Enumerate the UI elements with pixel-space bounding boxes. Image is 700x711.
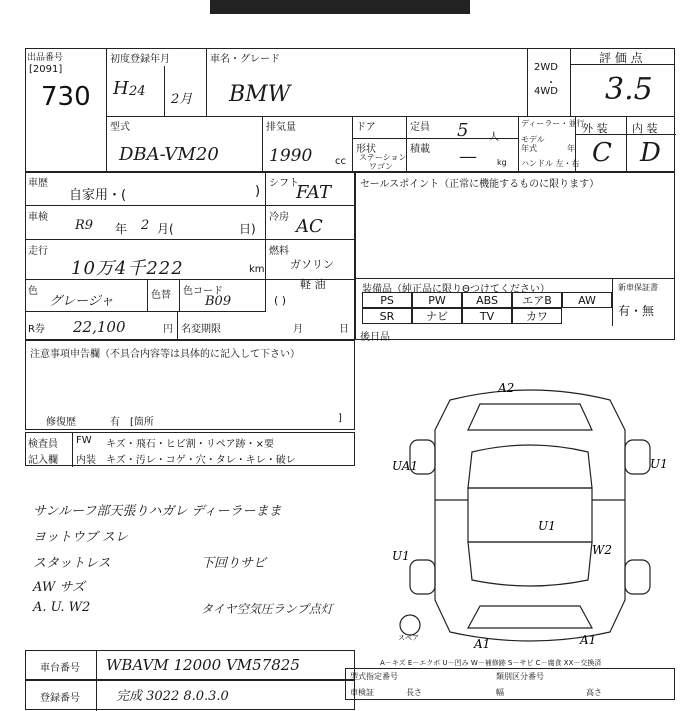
- capacity-value: 5: [457, 120, 469, 141]
- car-name-cell: [207, 48, 527, 116]
- equipment-item: PW: [412, 292, 462, 308]
- wheel-rear-left: [410, 560, 435, 594]
- name-change-label: 名変期限: [181, 324, 221, 335]
- equipment-item: AW: [562, 292, 612, 308]
- cc-unit: cc: [335, 156, 346, 167]
- shift-value: FAT: [296, 182, 331, 203]
- equipment-label: 装備品（純正品に限りΘつけてください）: [362, 284, 550, 295]
- history-label: 車歴: [28, 178, 48, 189]
- month-label: 月: [293, 324, 303, 335]
- car-outline: [435, 390, 625, 641]
- chassis-value: WBAVM 12000 VM57825: [106, 656, 300, 674]
- inspection-month: 2: [141, 218, 150, 233]
- mark-u1-left: U1: [392, 549, 410, 563]
- month-char: 月(: [157, 222, 174, 236]
- handwritten-right-2: タイヤ空気圧ランプ点灯: [201, 602, 333, 616]
- wheel-rear-right: [625, 560, 650, 594]
- drive-cell: [527, 48, 571, 116]
- equipment-item: エアB: [512, 292, 562, 308]
- car-trunk: [468, 606, 592, 628]
- displacement-cell: [263, 116, 353, 172]
- car-diagram: [380, 370, 680, 660]
- car-rear-window: [468, 542, 592, 586]
- mark-a1-left: A1: [474, 637, 491, 651]
- model-code: DBA-VM20: [119, 144, 219, 165]
- inspection-era: R9: [75, 218, 94, 233]
- ac-value: AC: [296, 216, 323, 237]
- fuel-cell: [265, 240, 355, 312]
- repair-bracket: [箇所: [130, 417, 154, 428]
- repair-label: 修復歴: [46, 417, 76, 428]
- displacement-label: 排気量: [266, 122, 296, 133]
- exterior-label: 外 装: [582, 122, 608, 135]
- listing-code: [2091]: [29, 64, 63, 75]
- handwritten-note: サンルーフ部天張りハガレ ディーラーまま: [33, 504, 282, 519]
- mark-u1-right: U1: [650, 457, 668, 471]
- diagram-legend: A－キズ E－エクボ U－凹み W－補修跡 S－サビ C－腐食 XX－交換済: [380, 659, 602, 667]
- equipment-divider: [612, 278, 613, 326]
- repair-close: ]: [338, 413, 342, 424]
- first-reg-year: 24: [129, 84, 146, 99]
- yen-unit: 円: [163, 324, 173, 335]
- drive-dot: ・: [546, 78, 556, 89]
- sales-point-label: セールスポイント（正常に機能するものに限ります）: [360, 179, 600, 190]
- car-name-label: 車名・グレード: [210, 54, 280, 65]
- handwritten-note: A. U. W2: [33, 600, 91, 615]
- model-year-label: モデル: [521, 135, 545, 144]
- capacity-label: 定員: [410, 122, 430, 133]
- shift-cell: [265, 172, 355, 206]
- mileage-label: 走行: [28, 246, 48, 257]
- wheel-front-right: [625, 440, 650, 474]
- model-label: 型式: [110, 122, 130, 133]
- nav-label: 新車保証書: [618, 283, 658, 292]
- registration-detail: [345, 668, 675, 700]
- lot-number: 730: [41, 82, 91, 112]
- inspector-ext-items: キズ・飛石・ヒビ割・リペア跡・×要: [106, 439, 274, 450]
- door-divider: [353, 138, 407, 139]
- header-title-bar: [210, 0, 470, 14]
- exterior-grade: C: [592, 138, 612, 168]
- fuel-paren: ( ): [274, 294, 287, 307]
- ac-label: 冷房: [269, 212, 289, 223]
- shift-label: シフト: [269, 178, 299, 189]
- handle-label: ハンドル 左・右: [521, 159, 580, 168]
- ac-cell: [265, 206, 355, 240]
- model-year-suffix: 年: [567, 144, 575, 153]
- score-cell: [571, 48, 675, 116]
- first-reg-label: 初度登録年月: [110, 54, 170, 65]
- persons-unit: 人: [489, 132, 499, 143]
- door-label: ドア: [356, 122, 376, 133]
- first-reg-divider: [107, 66, 165, 116]
- color-divider-2: [179, 280, 180, 312]
- repair-value: 有: [110, 417, 120, 428]
- notes-label: 注意事項申告欄（不具合内容等は具体的に記入して下さい）: [30, 349, 300, 360]
- model-cell: [107, 116, 263, 172]
- registration-row: [25, 680, 355, 710]
- grade-divider-v: [626, 116, 627, 172]
- category-label: 類別区分番号: [496, 672, 544, 681]
- capacity-cell: [407, 116, 519, 172]
- day-char: 日): [239, 222, 256, 236]
- recycle-amount: 22,100: [73, 318, 126, 336]
- spare-label: スペア: [398, 634, 419, 642]
- score-divider: [571, 64, 675, 65]
- mark-ua1: UA1: [392, 459, 419, 473]
- kg-unit: kg: [497, 158, 507, 167]
- inspector-label-2: 記入欄: [28, 455, 58, 466]
- body-value: ステーション: [359, 153, 407, 162]
- handwritten-right-1: 下回りサビ: [201, 556, 267, 571]
- inspector-int-label: 内装: [76, 455, 96, 466]
- equipment-item: カワ: [512, 308, 562, 324]
- score-label: 評 価 点: [599, 51, 643, 65]
- mark-a2: A2: [498, 381, 515, 395]
- lot-cell: [25, 48, 107, 172]
- registration-divider: [96, 681, 97, 711]
- equipment-item: SR: [362, 308, 412, 324]
- capacity-divider: [407, 138, 519, 139]
- body-label: 形状: [356, 144, 376, 155]
- usage-close: ): [255, 184, 261, 199]
- load-value: —: [459, 146, 477, 167]
- rear-label: 後日品: [360, 332, 390, 343]
- chassis-row: [25, 650, 355, 680]
- inspection-label: 車検: [28, 212, 48, 223]
- recycle-divider: [177, 312, 178, 340]
- type-label: 型式指定番号: [350, 672, 398, 681]
- handwritten-note: AW サズ: [33, 580, 85, 595]
- spare-tire: [400, 615, 420, 635]
- interior-grade: D: [640, 138, 661, 168]
- fuel-gas: ガソリン: [290, 258, 334, 271]
- equipment-item: ABS: [462, 292, 512, 308]
- year-char: 年: [115, 222, 128, 236]
- recycle-label: R券: [28, 324, 45, 335]
- length-label: 長さ: [406, 688, 422, 697]
- equipment-item: ナビ: [412, 308, 462, 324]
- interior-label: 内 装: [632, 122, 658, 135]
- inspector-int-items: キズ・汚レ・コゲ・穴・タレ・キレ・破レ: [106, 455, 296, 466]
- mileage-value: 10万4千222: [71, 258, 184, 279]
- grade-cell: [575, 116, 675, 172]
- car-name: BMW: [229, 82, 291, 107]
- color-tone-label: 色替: [151, 290, 171, 301]
- car-roof: [468, 488, 592, 542]
- height-label: 高さ: [586, 688, 602, 697]
- body-value-2: ワゴン: [369, 162, 393, 171]
- drive-2wd: 2WD: [534, 62, 558, 73]
- color-divider: [147, 280, 148, 312]
- chassis-label: 車台番号: [40, 663, 80, 674]
- color-value: グレージャ: [49, 294, 114, 309]
- mark-w2: W2: [592, 543, 612, 557]
- day-label: 日: [339, 324, 349, 335]
- equipment-item: PS: [362, 292, 412, 308]
- listing-label: 出品番号: [27, 53, 64, 63]
- color-code-label: 色コード: [183, 286, 223, 297]
- width-label: 幅: [496, 688, 504, 697]
- warranty-value: 有・無: [618, 304, 655, 318]
- equipment-item: TV: [462, 308, 512, 324]
- dealer-cell: [519, 116, 585, 172]
- first-reg-era: H: [113, 78, 129, 99]
- load-label: 積載: [410, 144, 430, 155]
- door-cell: [353, 116, 407, 172]
- usage-value: 自家用・(: [69, 188, 127, 203]
- dealer-label: ディーラー・並行: [521, 119, 585, 128]
- handwritten-note: スタットレス: [33, 556, 111, 571]
- first-reg-cell: [107, 48, 207, 116]
- displacement-value: 1990: [269, 146, 313, 166]
- mark-a1-right: A1: [580, 633, 597, 647]
- color-row: [25, 280, 265, 312]
- fuel-diesel: 軽 油: [300, 278, 326, 291]
- mark-u1-roof: U1: [538, 519, 556, 533]
- handwritten-area: [25, 466, 355, 646]
- handwritten-note: ヨットウブ スレ: [33, 530, 128, 545]
- inspector-ext-label: FW: [76, 435, 92, 446]
- car-windshield: [468, 445, 592, 488]
- inspector-divider: [72, 433, 73, 467]
- first-reg-month: 2月: [171, 92, 193, 107]
- color-code: B09: [205, 294, 232, 309]
- drive-4wd: 4WD: [534, 86, 558, 97]
- model-year-label-2: 年式: [521, 144, 537, 153]
- equipment-top-line: [355, 278, 675, 279]
- cert-label: 車検証: [350, 688, 374, 697]
- notes-section: [25, 340, 355, 430]
- car-hood: [468, 404, 592, 430]
- km-unit: km: [249, 264, 265, 275]
- color-label: 色: [28, 286, 38, 297]
- score-value: 3.5: [605, 72, 653, 107]
- recycle-row: [25, 312, 355, 340]
- registration-label: 登録番号: [40, 693, 80, 704]
- inspector-label-1: 検査員: [28, 439, 58, 450]
- chassis-divider: [96, 651, 97, 681]
- fuel-label: 燃料: [269, 246, 289, 257]
- registration-value: 完成 3022 8.0.3.0: [116, 689, 229, 704]
- inspector-section: [25, 432, 355, 466]
